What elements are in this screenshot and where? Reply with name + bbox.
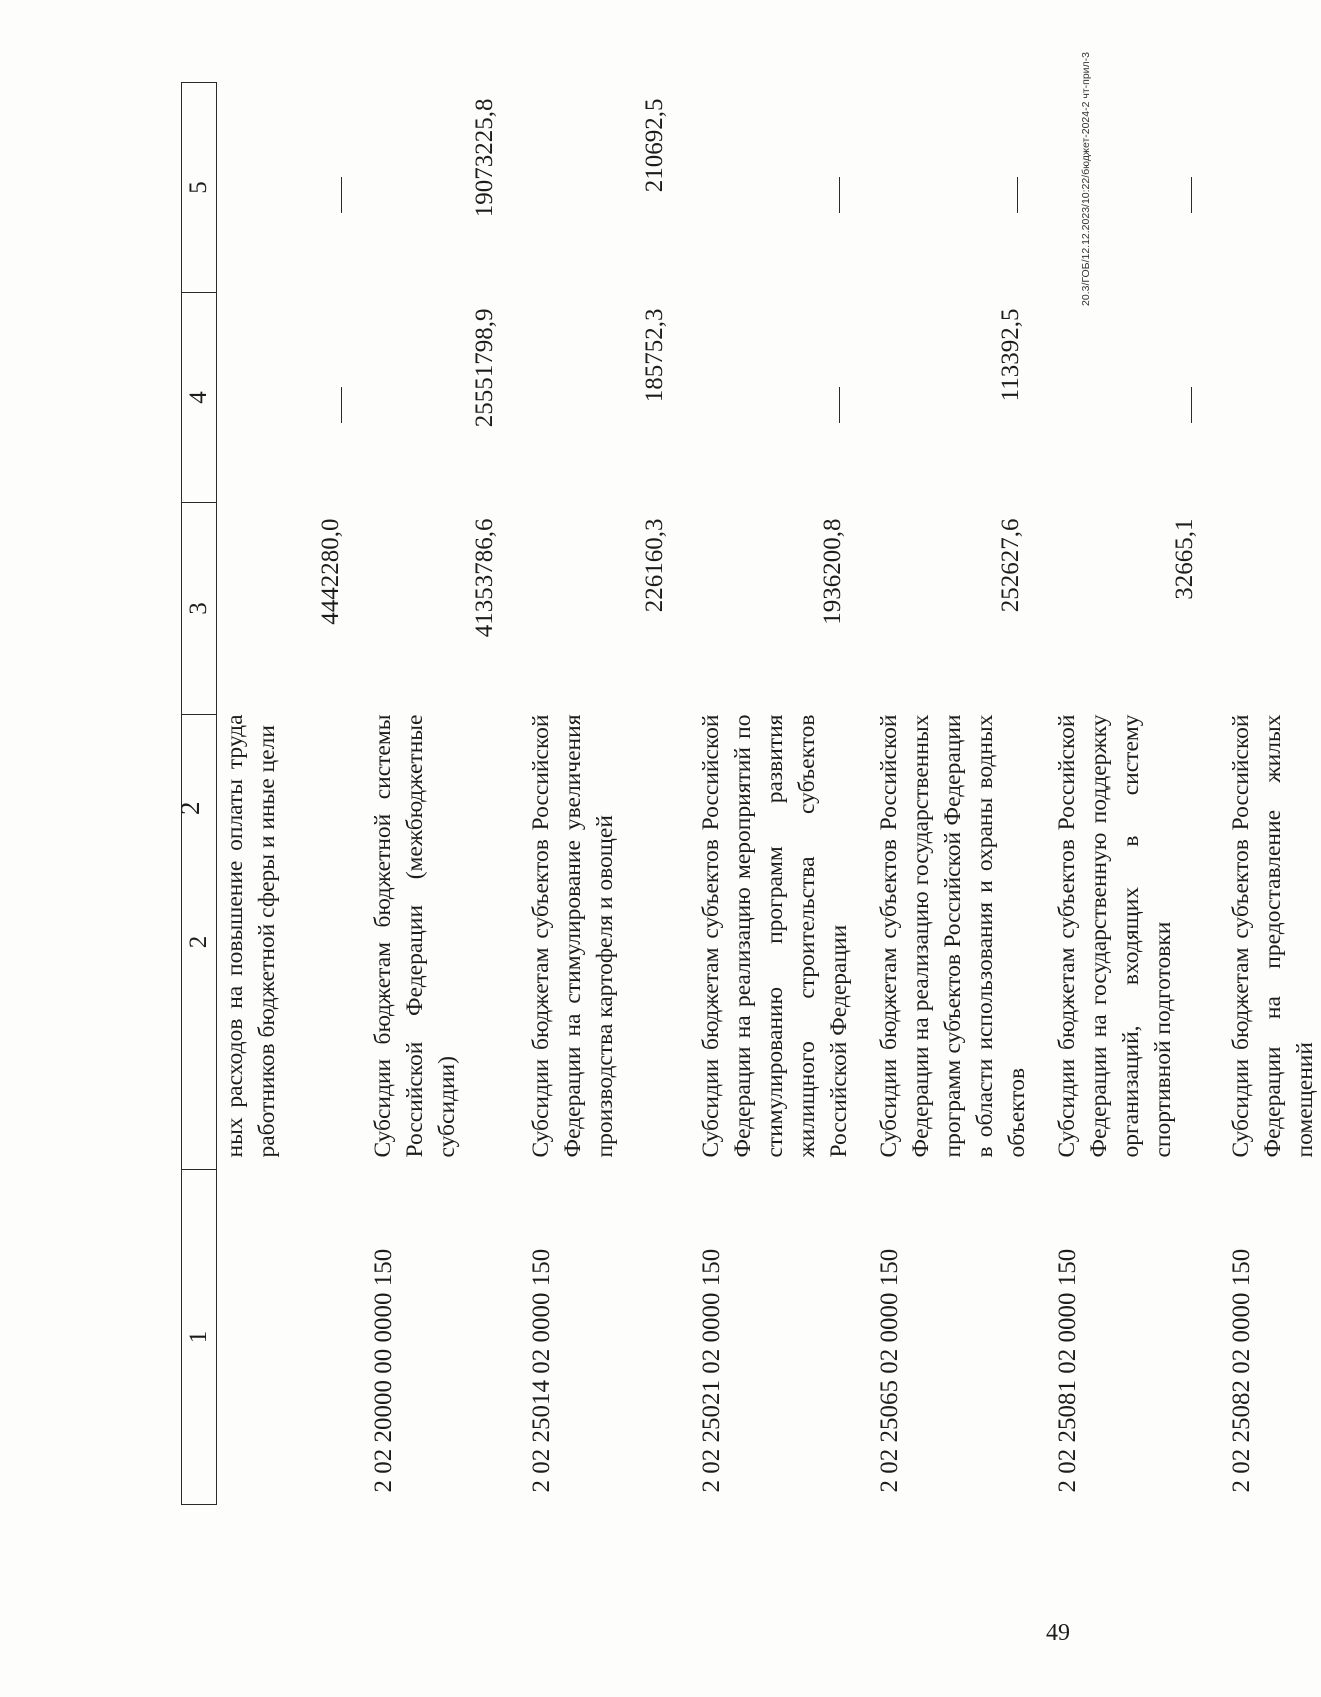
dash-mark [839, 388, 840, 424]
value-col-4 [1033, 293, 1207, 503]
value-col-4 [1207, 293, 1321, 503]
table-row [1207, 83, 1321, 1505]
header-col-1: 1 [182, 1170, 217, 1505]
header-col-5: 5 [182, 83, 217, 293]
value-col-4 [217, 293, 350, 503]
budget-code: 2 02 25021 02 0000 150 [698, 1248, 725, 1493]
value-col-4: 25551798,9 [471, 308, 498, 428]
value-col-5: 210692,5 [641, 98, 668, 193]
value-col-5 [217, 83, 350, 293]
document-footer-code: 20.3/ГОБ/12.12.2023/10:22/бюджет-2024-2 чт-прил-3 [1080, 52, 1092, 306]
dash-mark [839, 178, 840, 214]
dash-mark [1017, 178, 1018, 214]
value-col-4 [677, 293, 855, 503]
page-number: 2 [175, 801, 205, 815]
row-description: Субсидии бюджетам субъектов Российской Федерации на государственную поддержку организаций, входящих в систему спортивной подготовки [1054, 714, 1176, 1158]
budget-code: 2 02 25081 02 0000 150 [1054, 1248, 1081, 1493]
value-col-4: 185752,3 [641, 308, 668, 403]
budget-table [181, 82, 1321, 1505]
sheet-number: 49 [1046, 1620, 1070, 1646]
value-col-3: 252627,6 [997, 518, 1024, 613]
value-col-3: 32665,1 [1171, 518, 1198, 600]
row-description: Субсидии бюджетам субъектов Российской Федерации на предоставление жилых помещений [1228, 714, 1318, 1158]
dash-mark [341, 178, 342, 214]
value-col-3: 4442280,0 [317, 518, 344, 625]
value-col-3: 41353786,6 [471, 518, 498, 638]
table-row [507, 83, 677, 1505]
value-col-3 [1207, 503, 1321, 715]
dash-mark [1191, 388, 1192, 424]
table-row [217, 83, 350, 1505]
table-row [1033, 83, 1207, 1505]
budget-code: 2 02 25014 02 0000 150 [528, 1248, 555, 1493]
budget-code: 2 02 20000 00 0000 150 [370, 1248, 397, 1493]
budget-code: 2 02 25082 02 0000 150 [1228, 1248, 1255, 1493]
value-col-5 [855, 83, 1033, 293]
table-row [855, 83, 1033, 1505]
row-description: Субсидии бюджетам субъектов Российской Федерации на реализацию мероприятий по стимулированию программ развития жилищного строительства субъектов Российской Федерации [698, 714, 852, 1158]
budget-code: 2 02 25065 02 0000 150 [876, 1248, 903, 1493]
value-col-5 [1033, 83, 1207, 293]
dash-mark [1191, 178, 1192, 214]
dash-mark [341, 388, 342, 424]
row-description: ных расходов на повышение оплаты труда работников бюджетной сферы и иные цели [222, 714, 280, 1158]
value-col-4: 113392,5 [997, 308, 1024, 402]
row-description: Субсидии бюджетам бюджетной системы Российской Федерации (межбюджетные субсидии) [370, 714, 460, 1158]
table-header-row [182, 83, 217, 1505]
header-col-3: 3 [182, 503, 217, 715]
row-description: Субсидии бюджетам субъектов Российской Федерации на стимулирование увеличения производства картофеля и овощей [528, 714, 618, 1158]
value-col-5 [677, 83, 855, 293]
table-row [677, 83, 855, 1505]
header-col-2: 2 [182, 715, 217, 1170]
value-col-3: 1936200,8 [819, 518, 846, 625]
value-col-3: 226160,3 [641, 518, 668, 613]
table-row [349, 83, 507, 1505]
value-col-5: 19073225,8 [471, 98, 498, 218]
budget-code [217, 1170, 350, 1505]
value-col-5 [1207, 83, 1321, 293]
row-description: Субсидии бюджетам субъектов Российской Федерации на реализацию государственных программ субъектов Российской Федерации в области использования и охраны водных объектов [876, 714, 1030, 1158]
header-col-4: 4 [182, 293, 217, 503]
